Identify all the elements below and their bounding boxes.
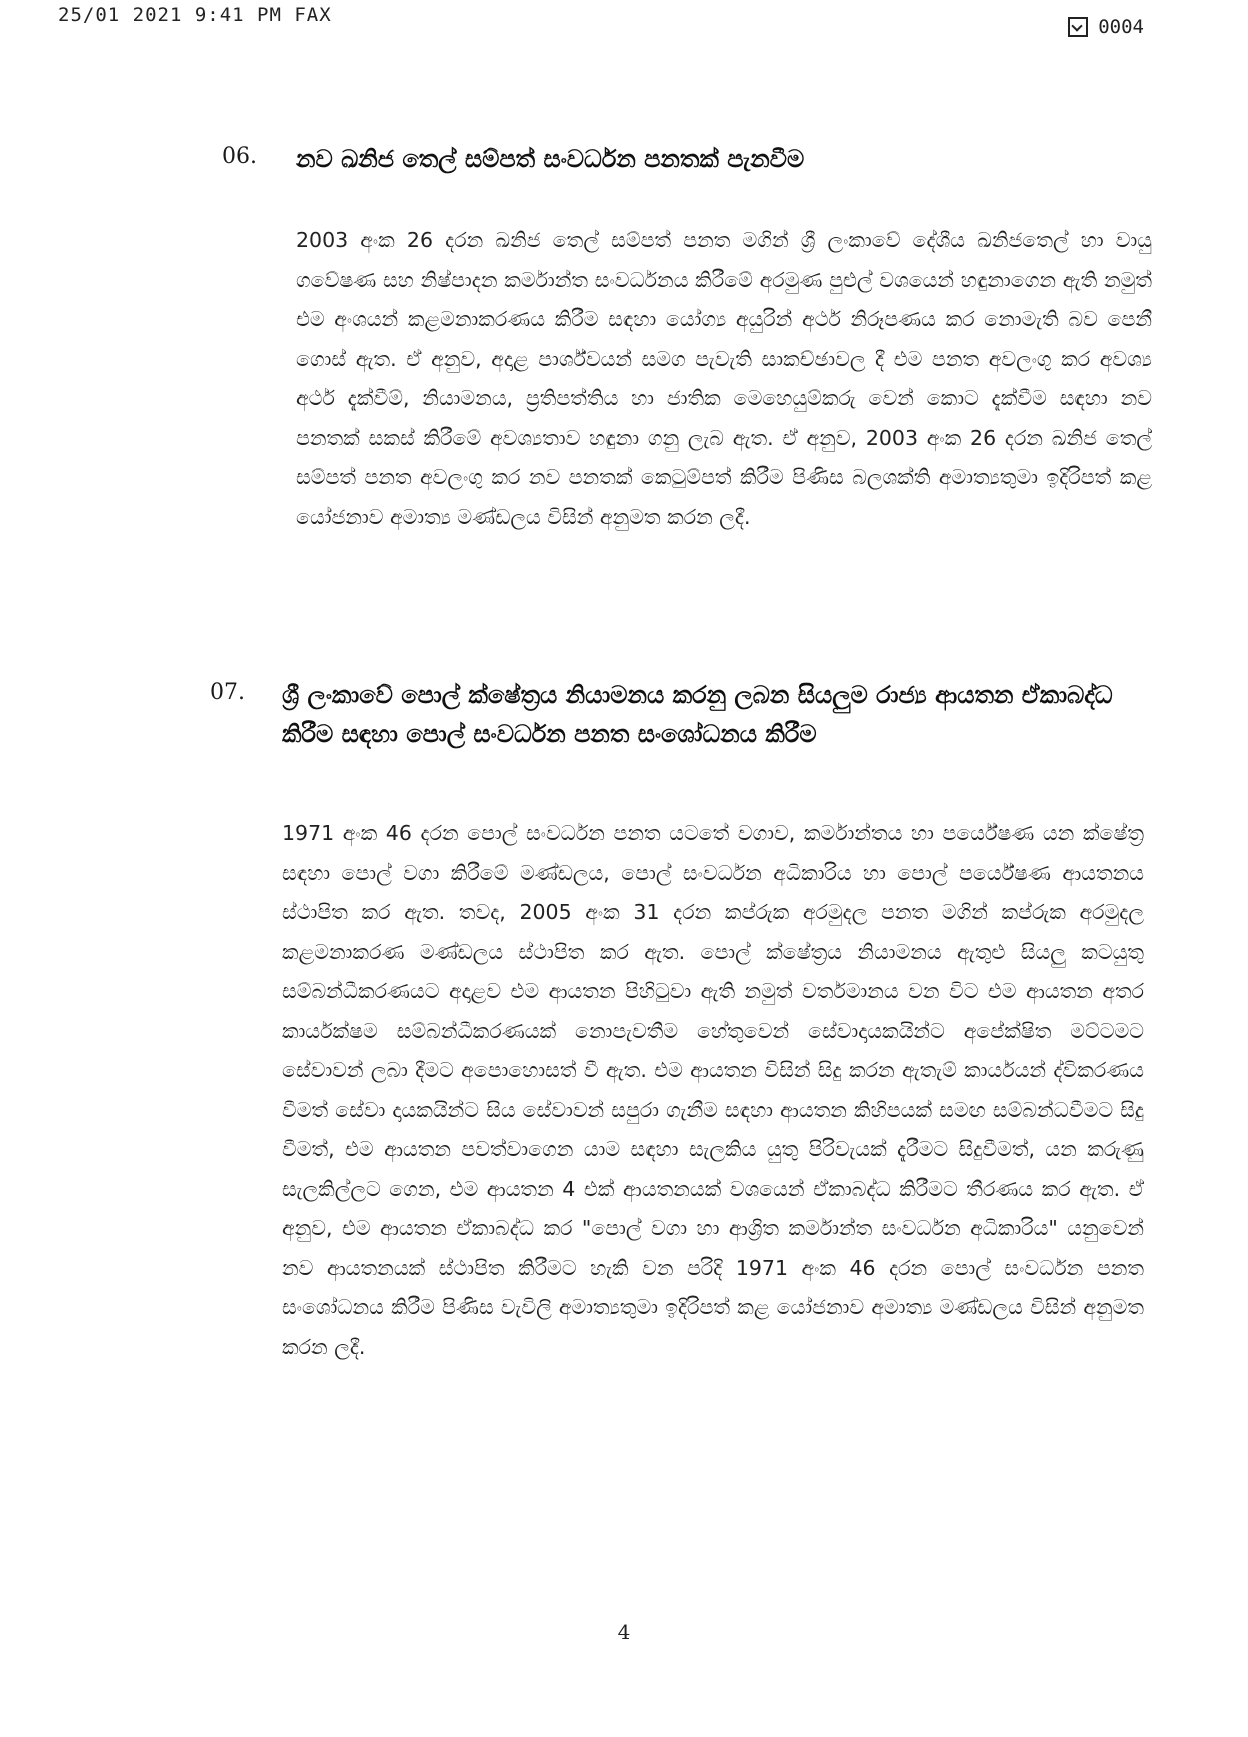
- fax-timestamp-header: 25/01 2021 9:41 PM FAX: [58, 4, 332, 26]
- section-title: ශ්‍රී ලංකාවේ පොල් ක්ෂේත්‍රය නියාමනය කරනු ලබන සියලුම රාජ්‍ය ආයතන ඒකාබද්ධ කිරීම සඳහා පොල් සංවර්ධන පනත සංශෝධනය කිරීම: [282, 681, 1113, 748]
- page-number: 4: [617, 1620, 631, 1644]
- section-title: නව ඛනිජ තෙල් සම්පත් සංවර්ධන පනතක් පැනවීම: [296, 145, 805, 173]
- section-number: 06.: [222, 144, 257, 169]
- fax-page-reference: [1068, 16, 1144, 38]
- section-body: 1971 අංක 46 දරන පොල් සංවර්ධන පනත යටතේ වගාව, කර්මාන්තය හා පර්යේෂණ යන ක්ෂේත්‍ර සඳහා පොල් වගා කිරීමේ මණ්ඩලය, පොල් සංවර්ධන අධිකාරිය හා පොල් පර්යේෂණ ආයතනය ස්ථාපිත කර ඇත. තවද, 2005 අංක 31 දරන කප්රුක අරමුදල පනත මගින් කප්රුක අරමුදල කළමනාකරණ මණ්ඩලය ස්ථාපිත කර ඇත. පොල් ක්ෂේත්‍රය නියාමනය ඇතුළු සියලු කටයුතු සම්බන්ධීකරණයට අදාළව එම ආයතන පිහිටුවා ඇති නමුත් වර්තමානය වන විට එම ආයතන අතර කාර්යක්ෂම සම්බන්ධීකරණයක් නොපැවතීම හේතුවෙන් සේවාදායකයින්ට අපේක්ෂිත මට්ටමට සේවාවන් ලබා දීමට අපොහොසත් වී ඇත. එම ආයතන විසින් සිදු කරන ඇතැම් කාර්යයන් ද්විකරණය වීමත් සේවා දායකයින්ට සිය සේවාවන් සපුරා ගැනීම සඳහා ආයතන කිහිපයක් සමඟ සම්බන්ධවීමට සිදු වීමත්, එම ආයතන පවත්වාගෙන යාම සඳහා සැලකිය යුතු පිරිවැයක් දැරීමට සිදුවීමත්, යන කරුණු සැලකිල්ලට ගෙන, එම ආයතන 4 එක් ආයතනයක් වශයෙන් ඒකාබද්ධ කිරීමට තීරණය කර ඇත. ඒ අනුව, එම ආයතන ඒකාබද්ධ කර "පොල් වගා හා ආශ්‍රිත කර්මාන්ත සංවර්ධන අධිකාරිය" යනුවෙන් නව ආයතනයක් ස්ථාපිත කිරීමට හැකි වන පරිදි 1971 අංක 46 දරන පොල් සංවර්ධන පනත සංශෝධනය කිරීම පිණිස වැවිලි අමාත්‍යතුමා ඉදිරිපත් කළ යෝජනාව අමාත්‍ය මණ්ඩලය විසින් අනුමත කරන ලදී.: [282, 821, 1144, 1359]
- fax-checkbox-icon: [1068, 17, 1088, 37]
- fax-page-code: 0004: [1098, 16, 1144, 38]
- section-body: 2003 අංක 26 දරන ඛනිජ තෙල් සම්පත් පනත මගින් ශ්‍රී ලංකාවේ දේශීය ඛනිජතෙල් හා වායු ගවේෂණ සහ නිෂ්පාදන කර්මාන්ත සංවර්ධනය කිරීමේ අරමුණ පුළුල් වශයෙන් හඳුනාගෙන ඇති නමුත් එම අංශයන් කළමනාකරණය කිරීම සඳහා යෝග්‍ය අයුරින් අර්ථ නිරූපණය කර නොමැති බව පෙනී ගොස් ඇත. ඒ අනුව, අදාළ පාර්ශ්වයන් සමග පැවැති සාකච්ඡාවල දී එම පනත අවලංගු කර අවශ්‍ය අර්ථ දැක්වීම්, නියාමනය, ප්‍රතිපත්තිය හා ජාතික මෙහෙයුම්කරු වෙන් කොට දැක්වීම සඳහා නව පනතක් සකස් කිරීමේ අවශ්‍යතාව හඳුනා ගනු ලැබ ඇත. ඒ අනුව, 2003 අංක 26 දරන ඛනිජ තෙල් සම්පත් පනත අවලංගු කර නව පනතක් කෙටුම්පත් කිරීම පිණිස බලශක්ති අමාත්‍යතුමා ඉදිරිපත් කළ යෝජනාව අමාත්‍ය මණ්ඩලය විසින් අනුමත කරන ලදී.: [296, 228, 1152, 529]
- section-number: 07.: [210, 680, 245, 705]
